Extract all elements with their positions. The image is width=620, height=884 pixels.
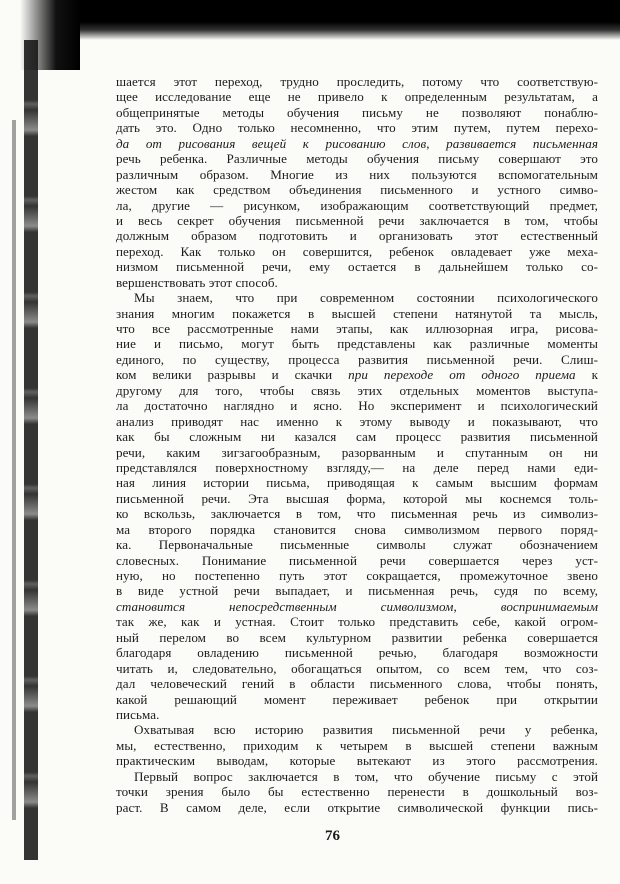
scan-border-top bbox=[60, 0, 620, 40]
text-line bbox=[116, 352, 598, 367]
text-segment: точки зрения было бы естественно перенести в дошкольный воз- bbox=[116, 784, 598, 800]
text-segment: жестом как средством объединения письменного и устного симво- bbox=[116, 182, 598, 198]
text-segment: дал человеческий гений в области письменного слова, чтобы понять, bbox=[116, 676, 598, 692]
text-line bbox=[116, 630, 598, 645]
scan-border-left bbox=[24, 40, 38, 860]
text-line bbox=[116, 167, 598, 182]
text-segment: должным образом подготовить и организовать этот естественный bbox=[116, 228, 598, 244]
text-segment: словесных. Понимание письменной речи совершается через уст- bbox=[116, 552, 598, 568]
text-line bbox=[116, 105, 598, 120]
text-segment: единого, по существу, процесса развития письменной речи. Слиш- bbox=[116, 351, 598, 367]
text-line bbox=[116, 136, 598, 151]
text-segment: ка. Первоначальные письменные символы служат обозначением bbox=[116, 537, 598, 553]
text-line bbox=[116, 599, 598, 614]
text-segment: так же, как и устная. Стоит только представить себе, какой огром- bbox=[116, 614, 598, 630]
text-line bbox=[116, 800, 598, 815]
text-line bbox=[116, 460, 598, 475]
text-line bbox=[116, 676, 598, 691]
italic-text-segment: становится непосредственным символизмом bbox=[116, 598, 454, 614]
text-segment: мы, естественно, приходим к четырем в высшей степени важным bbox=[116, 737, 598, 753]
text-line bbox=[116, 784, 598, 799]
text-segment: благодаря овладению письменной речью, благодаря возможности bbox=[116, 645, 598, 661]
text-line bbox=[116, 321, 598, 336]
text-segment: низмом письменной речи, ему остается в дальнейшем только со- bbox=[116, 259, 598, 275]
text-segment: ко вскользь, заключается в том, что письменная речь из символиз- bbox=[116, 506, 598, 522]
text-line bbox=[116, 568, 598, 583]
text-segment: письма. bbox=[116, 706, 160, 722]
text-segment: знания многим покажется в высшей степени натянутой та мысль, bbox=[116, 305, 598, 321]
text-line bbox=[116, 213, 598, 228]
text-line bbox=[116, 491, 598, 506]
text-segment: щее исследование еще не привело к определенным результатам, а bbox=[116, 89, 598, 105]
text-segment: раст. В самом деле, если открытие символической функции пись- bbox=[116, 799, 598, 815]
text-line bbox=[116, 614, 598, 629]
text-segment: Мы знаем, что при современном состоянии психологического bbox=[134, 290, 598, 306]
text-segment: что все рассмотренные нами этапы, как иллюзорная игра, рисова- bbox=[116, 321, 598, 336]
text-line bbox=[116, 275, 598, 290]
text-segment: читать и, следовательно, обогащаться опытом, со всем тем, что соз- bbox=[116, 660, 598, 676]
text-segment: письменной речи. Эта высшая форма, которой мы коснемся толь- bbox=[116, 490, 598, 506]
text-line bbox=[116, 445, 598, 460]
text-segment: переход. Как только он совершится, ребенок овладевает уже меха- bbox=[116, 243, 598, 259]
text-segment: речь ребенка. Различные методы обучения письму совершают это bbox=[116, 151, 598, 167]
page-body-text bbox=[116, 74, 598, 815]
italic-text-segment: да от рисования вещей к рисованию слов bbox=[116, 135, 427, 151]
text-segment: речи, каким зигзагообразным, разорванным и спутанным он ни bbox=[116, 444, 598, 460]
text-segment: Первый вопрос заключается в том, что обучение письму с этой bbox=[134, 768, 598, 784]
text-line bbox=[116, 707, 598, 722]
text-line bbox=[116, 398, 598, 413]
text-segment: , bbox=[453, 598, 501, 614]
text-line bbox=[116, 537, 598, 552]
text-line bbox=[116, 583, 598, 598]
text-line bbox=[116, 769, 598, 784]
text-segment: шается этот переход, трудно проследить, потому что соответствую- bbox=[116, 74, 598, 89]
text-segment: ный перелом во всем культурном развитии ребенка совершается bbox=[116, 629, 598, 645]
text-segment: ние и письмо, могут быть представлены как различные моменты bbox=[116, 336, 598, 352]
text-segment: , bbox=[426, 135, 447, 151]
text-line bbox=[116, 151, 598, 166]
text-line bbox=[116, 383, 598, 398]
text-segment: другому для того, чтобы связь этих отдельных моментов выступа- bbox=[116, 382, 598, 398]
text-segment: общепринятые методы обучения письму не позволяют понаблю- bbox=[116, 104, 598, 120]
page-number: 76 bbox=[325, 828, 340, 844]
scan-border-left-edge bbox=[12, 120, 16, 820]
text-line bbox=[116, 244, 598, 259]
text-segment: в виде устной речи выпадает, и письменная речь, судя по всему, bbox=[116, 583, 598, 599]
text-segment: анализ приводят нас именно к этому выводу и показывают, что bbox=[116, 413, 598, 429]
text-segment: Охватывая всю историю развития письменной речи у ребенка, bbox=[134, 722, 598, 738]
text-line bbox=[116, 692, 598, 707]
text-line bbox=[116, 661, 598, 676]
text-line bbox=[116, 506, 598, 521]
text-segment: какой решающий момент переживает ребенок при открытии bbox=[116, 691, 598, 707]
text-line bbox=[116, 645, 598, 660]
text-segment: ла, другие — рисунком, изображающим соответствующий предмет, bbox=[116, 197, 598, 213]
text-line bbox=[116, 738, 598, 753]
italic-text-segment: развивается письменная bbox=[446, 135, 598, 151]
text-line bbox=[116, 259, 598, 274]
text-line bbox=[116, 753, 598, 768]
text-line bbox=[116, 553, 598, 568]
text-segment: ную, но постепенно путь этот сокращается, промежуточное звено bbox=[116, 568, 598, 583]
text-segment: практическим выводам, которые вытекают из этого рассмотрения. bbox=[116, 753, 598, 769]
text-segment: ла достаточно наглядно и ясно. Но эксперимент и психологический bbox=[116, 398, 598, 414]
italic-text-segment: воспринимаемым bbox=[500, 598, 598, 614]
text-line bbox=[116, 182, 598, 197]
text-segment: и весь секрет обучения письменной речи заключается в том, чтобы bbox=[116, 212, 598, 228]
text-line bbox=[116, 475, 598, 490]
text-line bbox=[116, 429, 598, 444]
text-segment: представлялся поверхностному взгляду,— на деле перед нами еди- bbox=[116, 459, 598, 475]
text-segment: как бы сложным ни казался сам процесс развития письменной bbox=[116, 429, 598, 445]
text-line bbox=[116, 722, 598, 737]
text-segment: ма второго порядка становится снова символизмом первого поряд- bbox=[116, 521, 598, 537]
text-segment: ком велики разрывы и скачки bbox=[116, 367, 349, 383]
text-segment: различным образом. Многие из них пользуются вспомогательным bbox=[116, 166, 598, 182]
text-line bbox=[116, 120, 598, 135]
text-line bbox=[116, 522, 598, 537]
text-line bbox=[116, 89, 598, 104]
text-line bbox=[116, 290, 598, 305]
text-segment: ная линия истории письма, приводящая к самым высшим формам bbox=[116, 475, 598, 491]
text-line bbox=[116, 198, 598, 213]
text-segment: вершенствовать этот способ. bbox=[116, 274, 278, 290]
text-line bbox=[116, 228, 598, 243]
text-line bbox=[116, 74, 598, 89]
text-segment: к bbox=[575, 367, 598, 383]
italic-text-segment: при переходе от одного приема bbox=[348, 367, 576, 383]
text-line bbox=[116, 336, 598, 351]
text-line bbox=[116, 306, 598, 321]
text-line bbox=[116, 414, 598, 429]
text-segment: дать это. Одно только несомненно, что этим путем, путем перехо- bbox=[116, 120, 598, 136]
text-line bbox=[116, 367, 598, 382]
